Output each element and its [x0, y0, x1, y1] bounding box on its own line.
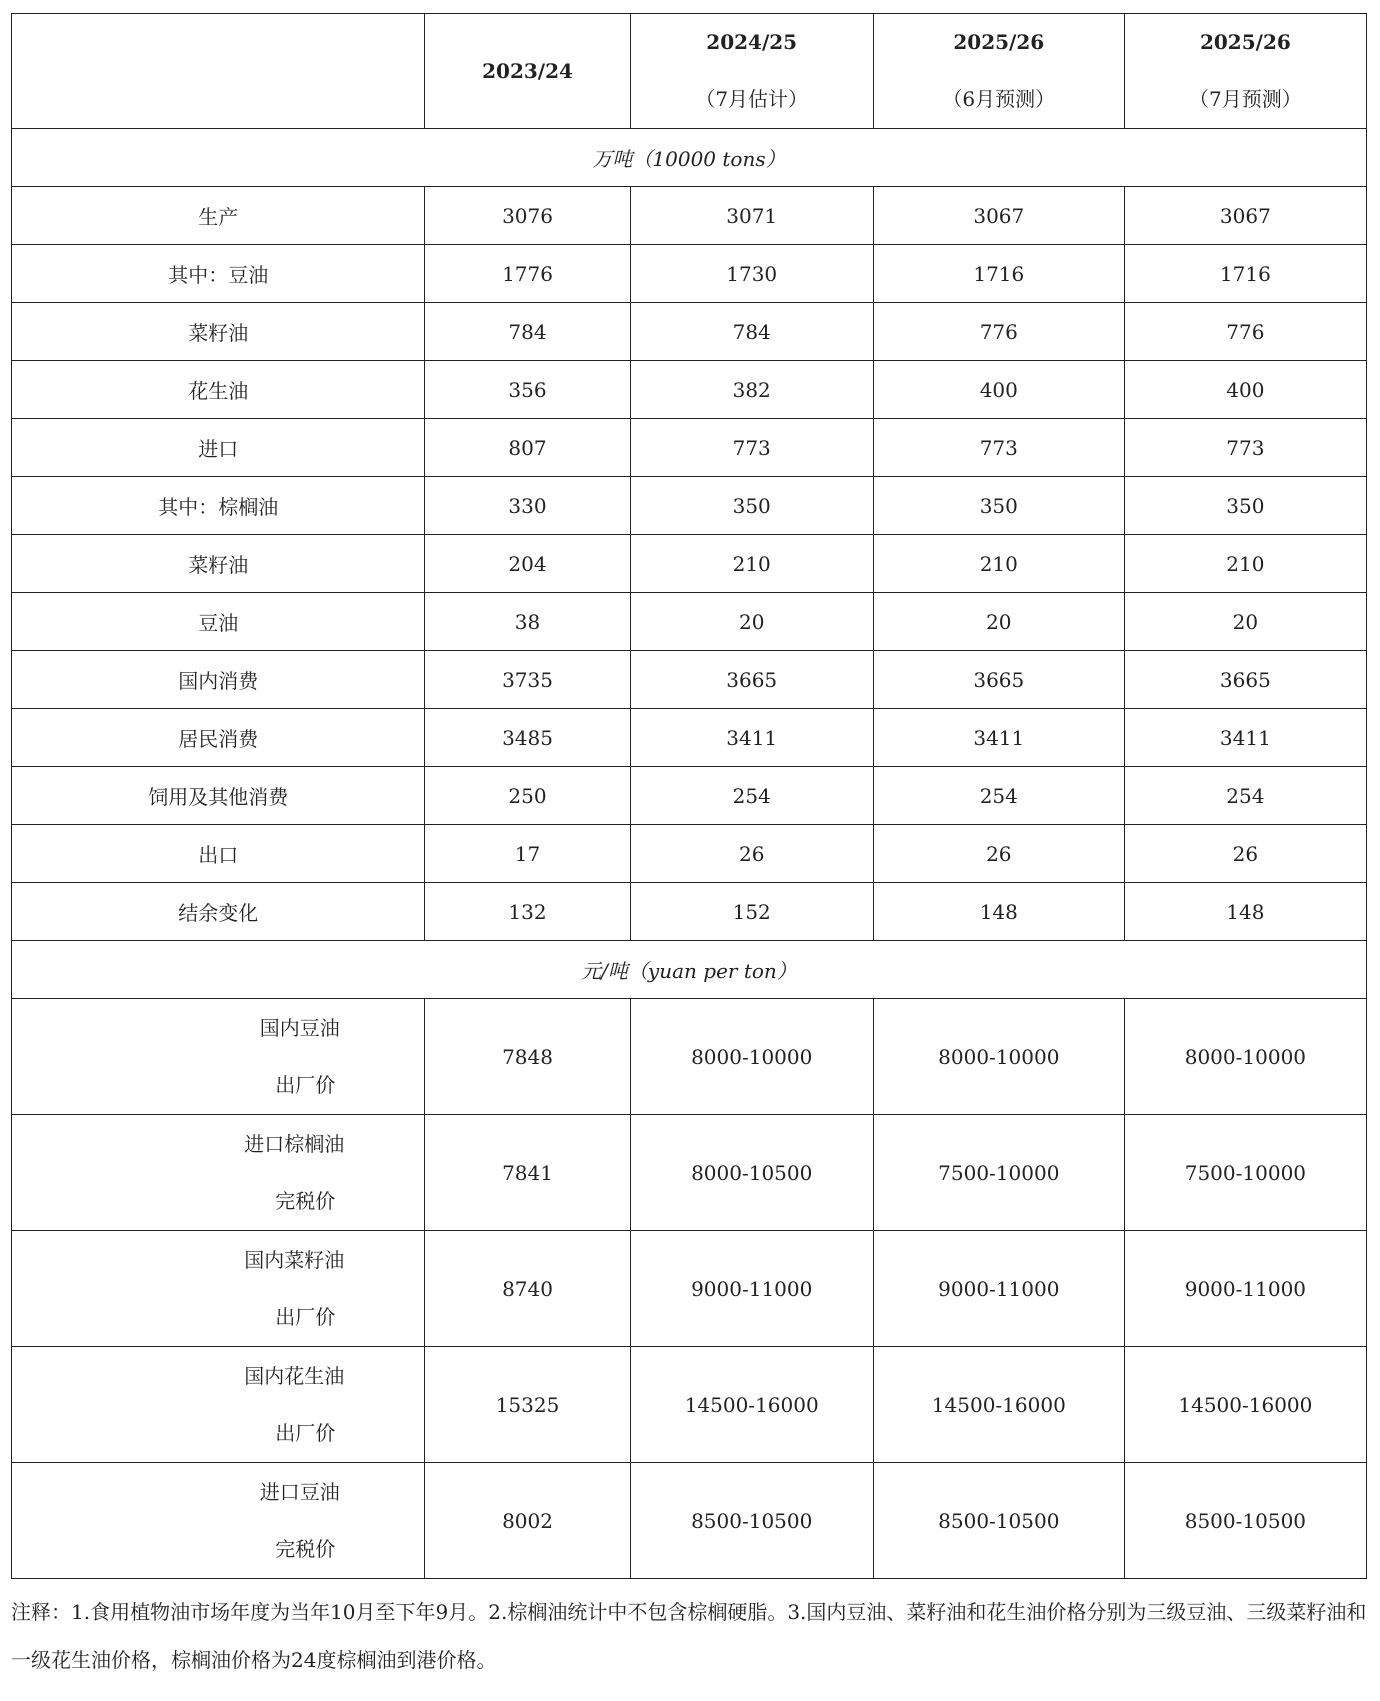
table-cell: 152: [630, 883, 873, 941]
table-cell: 8000-10000: [873, 999, 1124, 1115]
table-cell: 773: [1124, 419, 1366, 477]
table-row: [12, 767, 1367, 825]
table-cell: 400: [873, 361, 1124, 419]
row-label: 出口: [12, 825, 425, 883]
table-cell: 350: [630, 477, 873, 535]
table-cell: 26: [630, 825, 873, 883]
footnote: 注释：1.食用植物油市场年度为当年10月至下年9月。2.棕榈油统计中不包含棕榈硬脂。3.国内豆油、菜籽油和花生油价格分别为三级豆油、三级菜籽油和一级花生油价格，棕榈油价格为24度棕榈油到港价格。: [11, 1600, 1367, 1672]
header-year: 2023/24: [482, 58, 573, 83]
table-row: [12, 187, 1367, 245]
table-cell: 250: [425, 767, 630, 825]
table-cell: 9000-11000: [873, 1231, 1124, 1347]
table-cell: 1730: [630, 245, 873, 303]
table-cell: 20: [630, 593, 873, 651]
header-col-2023-24: [425, 14, 630, 129]
table-cell: 254: [873, 767, 1124, 825]
table-cell: 330: [425, 477, 630, 535]
table-cell: 8500-10500: [630, 1463, 873, 1579]
table-cell: 400: [1124, 361, 1366, 419]
table-cell: 26: [873, 825, 1124, 883]
table-cell: 3665: [873, 651, 1124, 709]
table-cell: 3665: [1124, 651, 1366, 709]
table-row: [12, 1115, 1367, 1231]
table-cell: 773: [873, 419, 1124, 477]
table-cell: 254: [630, 767, 873, 825]
table-cell: 776: [1124, 303, 1366, 361]
price-label-line-2: 出厂价: [275, 1420, 336, 1445]
table-cell: 776: [873, 303, 1124, 361]
section-price-row: [12, 941, 1367, 999]
price-row-label: [12, 1347, 425, 1463]
table-cell: 148: [873, 883, 1124, 941]
row-label: 豆油: [12, 593, 425, 651]
table-cell: 773: [630, 419, 873, 477]
table-cell: 20: [1124, 593, 1366, 651]
table-row: [12, 303, 1367, 361]
table-cell: 8740: [425, 1231, 630, 1347]
row-label: 进口: [12, 419, 425, 477]
table-cell: 382: [630, 361, 873, 419]
header-corner-cell: [12, 14, 425, 129]
table-cell: 7841: [425, 1115, 630, 1231]
table-cell: 8500-10500: [1124, 1463, 1366, 1579]
table-row: [12, 419, 1367, 477]
table-row: [12, 883, 1367, 941]
table-row: [12, 593, 1367, 651]
header-row: [12, 14, 1367, 129]
table-row: [12, 245, 1367, 303]
row-label: 生产: [12, 187, 425, 245]
price-row-label: [12, 999, 425, 1115]
table-cell: 7848: [425, 999, 630, 1115]
header-col-2025-26-jun: [873, 14, 1124, 129]
table-cell: 7500-10000: [1124, 1115, 1366, 1231]
table-cell: 8500-10500: [873, 1463, 1124, 1579]
table-cell: 3411: [873, 709, 1124, 767]
header-sub: （6月预测）: [942, 87, 1056, 111]
price-label-line-2: 出厂价: [275, 1304, 336, 1329]
table-cell: 3735: [425, 651, 630, 709]
row-label: 花生油: [12, 361, 425, 419]
edible-oil-balance-table: [11, 13, 1367, 1579]
table-cell: 20: [873, 593, 1124, 651]
row-label: 菜籽油: [12, 303, 425, 361]
price-label-line-2: 出厂价: [275, 1072, 336, 1097]
table-cell: 210: [1124, 535, 1366, 593]
table-cell: 8002: [425, 1463, 630, 1579]
table-row: [12, 535, 1367, 593]
table-cell: 210: [630, 535, 873, 593]
header-year: 2024/25: [706, 30, 798, 54]
price-label-line-1: 进口豆油: [259, 1479, 340, 1504]
table-cell: 3067: [873, 187, 1124, 245]
section-price-label: 元/吨（yuan per ton）: [12, 941, 1367, 999]
table-cell: 210: [873, 535, 1124, 593]
table-cell: 38: [425, 593, 630, 651]
table-row: [12, 1347, 1367, 1463]
table-cell: 807: [425, 419, 630, 477]
header-sub: （7月预测）: [1189, 87, 1302, 111]
table-cell: 17: [425, 825, 630, 883]
table-cell: 3485: [425, 709, 630, 767]
table-row: [12, 361, 1367, 419]
price-label-line-1: 国内花生油: [244, 1363, 345, 1388]
table-cell: 8000-10000: [630, 999, 873, 1115]
table-row: [12, 651, 1367, 709]
price-label-line-2: 完税价: [275, 1188, 336, 1213]
table-cell: 350: [1124, 477, 1366, 535]
price-label-line-1: 国内豆油: [259, 1015, 340, 1040]
table-cell: 14500-16000: [1124, 1347, 1366, 1463]
table-cell: 1716: [873, 245, 1124, 303]
table-row: [12, 477, 1367, 535]
table-cell: 254: [1124, 767, 1366, 825]
row-label: 饲用及其他消费: [12, 767, 425, 825]
table-cell: 784: [425, 303, 630, 361]
table-cell: 3076: [425, 187, 630, 245]
table-cell: 3411: [1124, 709, 1366, 767]
header-year: 2025/26: [1199, 30, 1291, 54]
table-cell: 15325: [425, 1347, 630, 1463]
table-cell: 204: [425, 535, 630, 593]
table-row: [12, 1463, 1367, 1579]
table-cell: 1716: [1124, 245, 1366, 303]
table-cell: 14500-16000: [873, 1347, 1124, 1463]
table-row: [12, 1231, 1367, 1347]
table-cell: 132: [425, 883, 630, 941]
table-cell: 1776: [425, 245, 630, 303]
table-cell: 9000-11000: [630, 1231, 873, 1347]
table-cell: 784: [630, 303, 873, 361]
row-label: 居民消费: [12, 709, 425, 767]
table-cell: 356: [425, 361, 630, 419]
table-cell: 148: [1124, 883, 1366, 941]
header-year: 2025/26: [953, 30, 1045, 54]
table-cell: 26: [1124, 825, 1366, 883]
table-cell: 3665: [630, 651, 873, 709]
section-volume-row: [12, 129, 1367, 187]
price-row-label: [12, 1231, 425, 1347]
price-row-label: [12, 1115, 425, 1231]
row-label: 其中：豆油: [12, 245, 425, 303]
table-cell: 7500-10000: [873, 1115, 1124, 1231]
table-cell: 14500-16000: [630, 1347, 873, 1463]
price-label-line-2: 完税价: [275, 1536, 336, 1561]
table-cell: 350: [873, 477, 1124, 535]
price-label-line-1: 国内菜籽油: [244, 1247, 345, 1272]
row-label: 结余变化: [12, 883, 425, 941]
row-label: 国内消费: [12, 651, 425, 709]
table-row: [12, 709, 1367, 767]
row-label: 菜籽油: [12, 535, 425, 593]
header-sub: （7月估计）: [695, 87, 809, 111]
table-cell: 8000-10500: [630, 1115, 873, 1231]
table-cell: 9000-11000: [1124, 1231, 1366, 1347]
row-label: 其中：棕榈油: [12, 477, 425, 535]
table-cell: 3071: [630, 187, 873, 245]
section-volume-label: 万吨（10000 tons）: [12, 129, 1367, 187]
table-row: [12, 999, 1367, 1115]
price-label-line-1: 进口棕榈油: [244, 1131, 345, 1156]
header-col-2025-26-jul: [1124, 14, 1366, 129]
price-row-label: [12, 1463, 425, 1579]
table-row: [12, 825, 1367, 883]
table-cell: 3067: [1124, 187, 1366, 245]
header-col-2024-25: [630, 14, 873, 129]
table-cell: 3411: [630, 709, 873, 767]
table-cell: 8000-10000: [1124, 999, 1366, 1115]
